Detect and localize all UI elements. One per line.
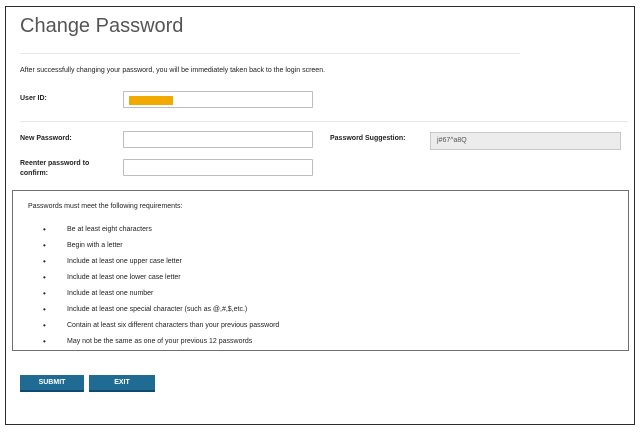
reenter-label-line1: Reenter password to — [20, 160, 90, 167]
reenter-password-label — [20, 159, 89, 179]
intro-text: After successfully changing your password, you will be immediately taken back to the login screen. — [20, 67, 326, 74]
title-divider — [20, 53, 520, 54]
submit-button[interactable]: SUBMIT — [20, 375, 84, 392]
reenter-label-line2: confirm: — [20, 170, 48, 177]
section-divider — [20, 121, 628, 122]
bullet-icon: • — [43, 321, 46, 330]
new-password-input[interactable] — [123, 131, 313, 148]
bullet-icon: • — [43, 305, 46, 314]
bullet-icon: • — [43, 273, 46, 282]
user-id-field[interactable] — [123, 91, 313, 108]
password-suggestion-label: Password Suggestion: — [330, 135, 406, 142]
requirements-box: Passwords must meet the following requirements: • Be at least eight characters • Begin with a letter • Include at least one upper case letter • Include at least one lower case letter • Include at least one number • Include at least one special character (such as @,#,$,etc.) • Contain at least six different characters than your previous password • May not be the same as one of your previous 12 passwords — [12, 190, 629, 351]
redacted-user-id — [129, 96, 173, 105]
bullet-icon: • — [43, 241, 46, 250]
change-password-panel — [5, 6, 635, 425]
user-id-label: User ID: — [20, 95, 47, 102]
password-suggestion-value: j#67^a8Q — [430, 132, 621, 150]
bullet-icon: • — [43, 225, 46, 234]
bullet-icon: • — [43, 257, 46, 266]
exit-button[interactable]: EXIT — [89, 375, 155, 392]
new-password-label: New Password: — [20, 135, 72, 142]
page-title: Change Password — [20, 15, 184, 37]
requirements-title: Passwords must meet the following requirements: — [28, 203, 183, 210]
reenter-password-input[interactable] — [123, 159, 313, 176]
bullet-icon: • — [43, 289, 46, 298]
bullet-icon: • — [43, 337, 46, 346]
